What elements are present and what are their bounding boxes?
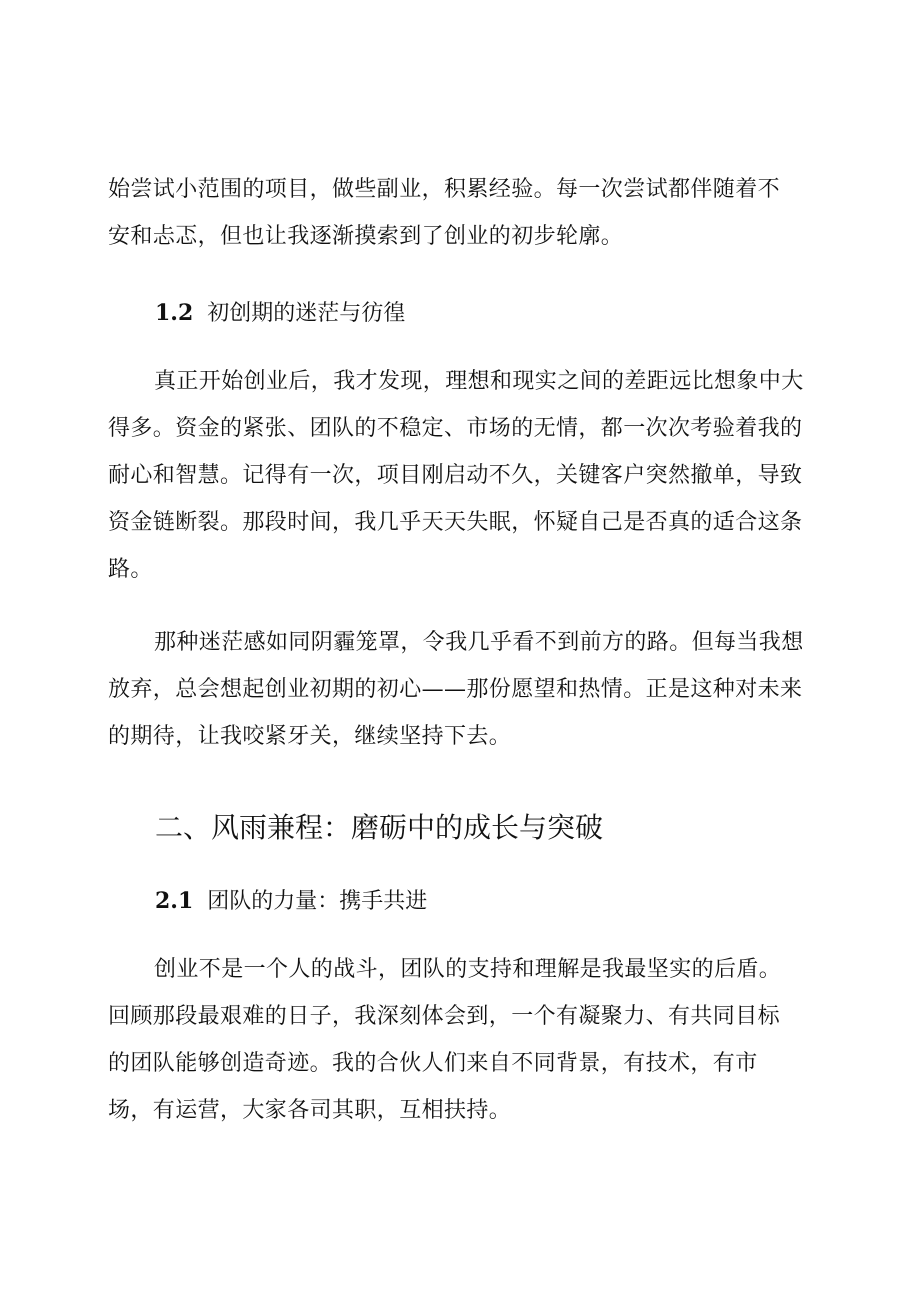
paragraph-line: 安和忐忑，但也让我逐渐摸索到了创业的初步轮廓。: [108, 224, 624, 249]
paragraph: [108, 619, 828, 760]
paragraph-line: 的期待，让我咬紧牙关，继续坚持下去。: [108, 724, 512, 749]
paragraph: [108, 358, 828, 593]
paragraph-line: 那种迷茫感如同阴霾笼罩，令我几乎看不到前方的路。但每当我想: [154, 630, 804, 655]
section-title: 初创期的迷茫与彷徨: [207, 301, 406, 326]
paragraph-line: 放弃，总会想起创业初期的初心——那份愿望和热情。正是这种对未来: [108, 677, 803, 702]
paragraph-line: 创业不是一个人的战斗，团队的支持和理解是我最坚实的后盾。: [154, 957, 782, 982]
paragraph-line: 资金链断裂。那段时间，我几乎天天失眠，怀疑自己是否真的适合这条: [108, 510, 803, 535]
section-number: 1.2: [155, 300, 194, 326]
paragraph-line: 回顾那段最艰难的日子，我深刻体会到，一个有凝聚力、有共同目标: [108, 1004, 781, 1029]
paragraph-line: 耐心和智慧。记得有一次，项目刚启动不久，关键客户突然撤单，导致: [108, 463, 803, 488]
paragraph-continuation: [108, 166, 828, 260]
section-title: 团队的力量：携手共进: [207, 889, 428, 914]
paragraph-line: 始尝试小范围的项目，做些副业，积累经验。每一次尝试都伴随着不: [108, 177, 781, 202]
section-heading-1-2: [155, 296, 405, 327]
paragraph-line: 路。: [108, 557, 153, 582]
paragraph-line: 场，有运营，大家各司其职，互相扶持。: [108, 1098, 512, 1123]
section-heading-2-1: [155, 884, 427, 915]
paragraph-line: 真正开始创业后，我才发现，理想和现实之间的差距远比想象中大: [154, 369, 804, 394]
paragraph: [108, 946, 828, 1134]
chapter-heading: 二、风雨兼程：磨砺中的成长与突破: [155, 811, 604, 844]
paragraph-line: 得多。资金的紧张、团队的不稳定、市场的无情，都一次次考验着我的: [108, 416, 803, 441]
paragraph-line: 的团队能够创造奇迹。我的合伙人们来自不同背景，有技术，有市: [108, 1051, 758, 1076]
section-number: 2.1: [155, 888, 194, 914]
